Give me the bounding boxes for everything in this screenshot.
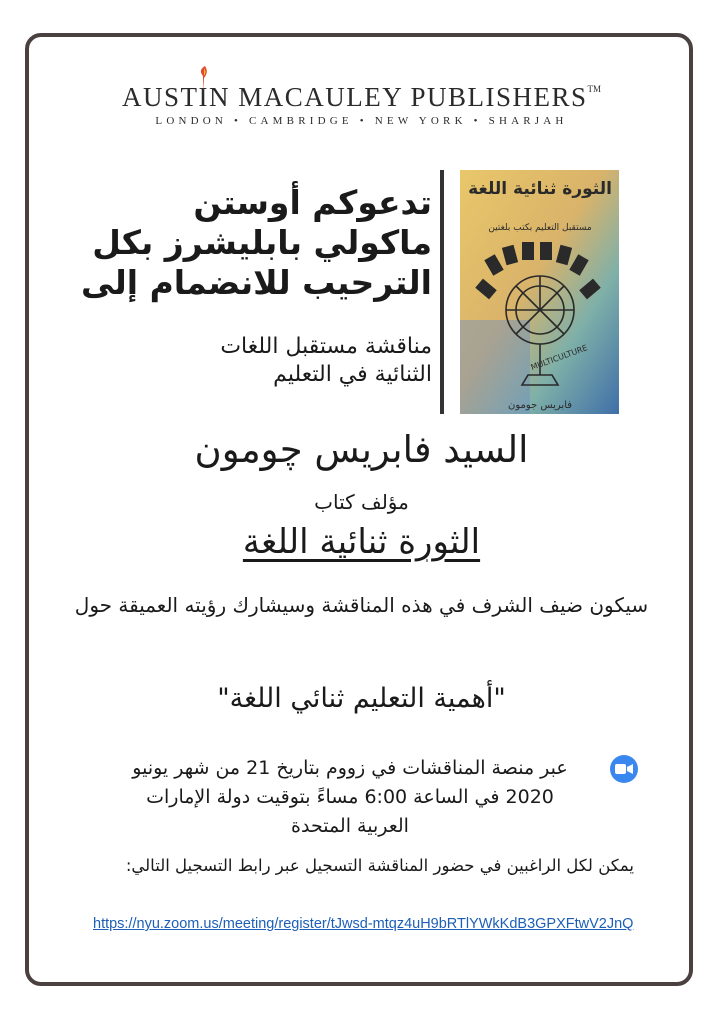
registration-link[interactable]: https://nyu.zoom.us/meeting/register/tJwsd-mtqz4uH9bRTlYWkKdB3GPXFtwV2JnQ bbox=[93, 916, 634, 932]
quill-icon: I bbox=[198, 82, 209, 113]
publisher-logo bbox=[0, 82, 723, 113]
topic-line-2: الثنائية في التعليم bbox=[273, 362, 432, 387]
brand-name-part2: N MACAULEY PUBLISHERS bbox=[208, 82, 588, 112]
vertical-divider bbox=[440, 170, 444, 414]
trademark: TM bbox=[587, 84, 602, 94]
zoom-video-icon bbox=[610, 755, 638, 783]
event-line-3: العربية المتحدة bbox=[291, 815, 409, 837]
event-line-2: 2020 في الساعة 6:00 مساءً بتوقيت دولة الإمارات bbox=[146, 786, 554, 808]
guest-description: سيكون ضيف الشرف في هذه المناقشة وسيشارك رؤيته العميقة حول bbox=[74, 593, 649, 617]
invitation-heading: تدعوكم أوستن ماكولي بابليشرز بكل الترحيب للانضمام إلى bbox=[80, 183, 432, 302]
event-line-1: عبر منصة المناقشات في زووم بتاريخ 21 من شهر يونيو bbox=[132, 757, 568, 779]
registration-note: يمكن لكل الراغبين في حضور المناقشة التسجيل عبر رابط التسجيل التالي: bbox=[125, 856, 634, 875]
book-cover bbox=[460, 170, 619, 414]
discussion-quote: "أهمية التعليم ثنائي اللغة" bbox=[217, 683, 506, 714]
speaker-role: مؤلف كتاب bbox=[314, 490, 409, 514]
cover-subtitle: مستقبل التعليم بكتب بلغتين bbox=[488, 223, 592, 233]
cover-title: الثورة ثنائية اللغة bbox=[468, 179, 612, 199]
publisher-cities: LONDON • CAMBRIDGE • NEW YORK • SHARJAH bbox=[155, 115, 568, 127]
brand-name-part1: AUST bbox=[121, 82, 199, 112]
book-title: الثورة ثنائية اللغة bbox=[242, 522, 481, 562]
discussion-topic bbox=[72, 333, 432, 389]
event-details bbox=[100, 754, 600, 841]
cover-tag: MULTICULTURE bbox=[529, 343, 589, 373]
cover-author: فابريس جومون bbox=[507, 400, 573, 411]
speaker-name: السيد فابريس چومون bbox=[194, 428, 529, 471]
topic-line-1: مناقشة مستقبل اللغات bbox=[220, 334, 432, 359]
